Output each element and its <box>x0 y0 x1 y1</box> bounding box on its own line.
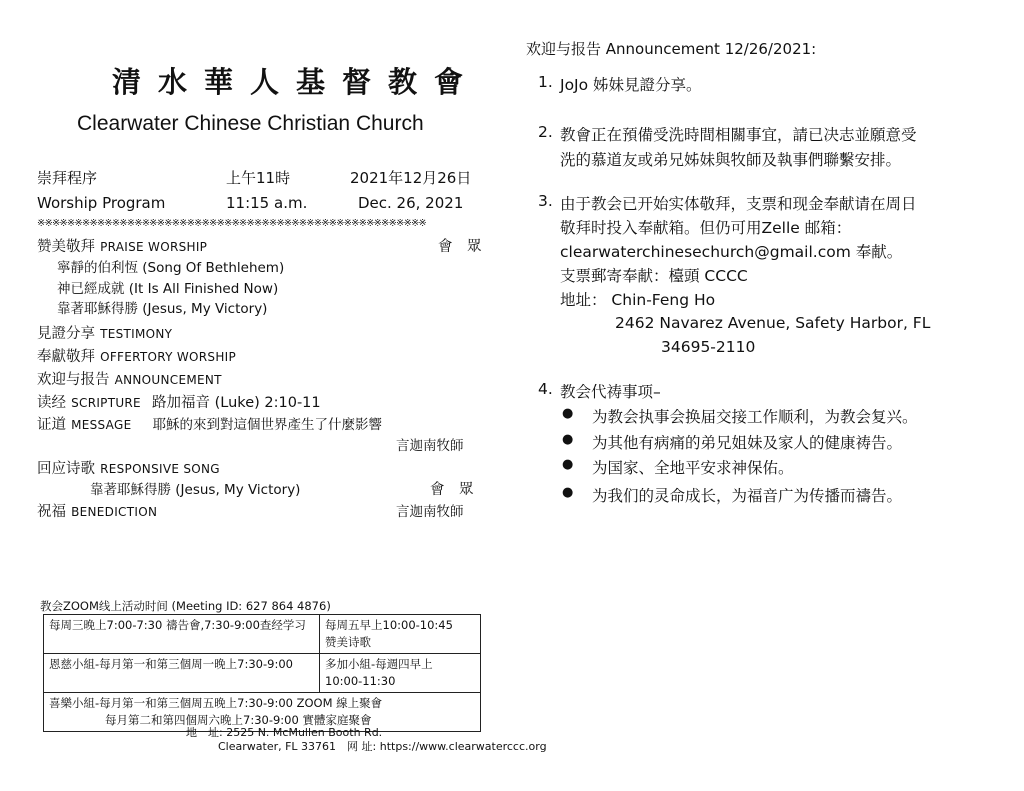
message-zh: 证道 <box>37 417 66 433</box>
announcement-num-1: 1. <box>538 73 553 91</box>
zoom-joy-sub: 每月第二和第四個周六晚上7:30-9:00 實體家庭聚會 <box>105 713 372 727</box>
church-title-en: Clearwater Chinese Christian Church <box>77 112 424 135</box>
prayer-item-2: 为其他有病痛的弟兄姐妹及家人的健康祷告。 <box>592 434 903 452</box>
song-2: 神已經成就 (It Is All Finished Now) <box>57 281 279 297</box>
announcement-4-line-1: 教会代祷事项– <box>560 383 661 401</box>
table-row <box>44 615 481 654</box>
testimony-item <box>37 322 172 343</box>
announcement-item <box>37 368 222 389</box>
zoom-cell-fri <box>320 615 481 654</box>
program-date-zh: 2021年12月26日 <box>350 169 472 187</box>
prayer-item-4: 为我们的灵命成长，为福音广为传播而禱告。 <box>592 487 903 505</box>
zoom-fri-text: 每周五早上10:00-10:45 <box>325 618 453 632</box>
responsive-song-item <box>37 457 220 478</box>
program-time-zh: 上午11時 <box>226 169 291 187</box>
announcement-3-check: 支票郵寄奉献：檯頭 CCCC <box>560 267 748 285</box>
bullet-icon: ● <box>562 432 574 447</box>
praise-zh: 赞美敬拜 <box>37 239 95 255</box>
song-3: 靠著耶穌得勝 (Jesus, My Victory) <box>57 301 268 317</box>
zoom-cell-wed <box>44 615 320 654</box>
separator-line: ※※※※※※※※※※※※※※※※※※※※※※※※※※※※※※※※※※※※※※※※※※※※※※※※※※※※ <box>37 218 426 229</box>
message-en: MESSAGE <box>71 418 132 432</box>
program-date-en: Dec. 26, 2021 <box>358 194 464 212</box>
announcement-3-street: 2462 Navarez Avenue, Safety Harbor, FL <box>615 314 931 332</box>
prayer-item-3: 为国家、全地平安求神保佑。 <box>592 459 794 477</box>
message-item <box>37 413 382 434</box>
zoom-wed-text: 每周三晚上7:00-7:30 禱告會,7:30-9:00查经学习 <box>49 618 306 632</box>
testimony-en: TESTIMONY <box>100 327 173 341</box>
benediction-zh: 祝福 <box>37 504 66 520</box>
responsive-song-title: 靠著耶穌得勝 (Jesus, My Victory) <box>90 482 301 498</box>
responsive-zh: 回应诗歌 <box>37 461 95 477</box>
song-1: 寧靜的伯利恆 (Song Of Bethlehem) <box>57 260 285 276</box>
scripture-text: 路加福音 (Luke) 2:10-11 <box>152 395 321 411</box>
benediction-en: BENEDICTION <box>71 505 158 519</box>
program-time-en: 11:15 a.m. <box>226 194 308 212</box>
benediction-item <box>37 500 157 521</box>
zoom-title: 教会ZOOM线上活动时间 (Meeting ID: 627 864 4876) <box>40 599 331 613</box>
table-row <box>44 654 481 693</box>
announcement-en: ANNOUNCEMENT <box>114 373 222 387</box>
praise-leader: 會 眾 <box>438 239 482 255</box>
announcement-2-line-1: 教會正在預備受洗時間相關事宜，請已决志並願意受 <box>560 126 917 144</box>
benediction-speaker: 言迦南牧師 <box>396 504 464 520</box>
program-label-en: Worship Program <box>37 194 166 212</box>
scripture-zh: 读经 <box>37 395 66 411</box>
zoom-cell-mon <box>44 654 320 693</box>
announcement-3-line-2: 敬拜时投入奉献箱。但仍可用Zelle 邮箱： <box>560 219 852 237</box>
footer-city-web: Clearwater, FL 33761 网 址: https://www.clearwaterccc.org <box>218 740 547 753</box>
message-title: 耶穌的來到對這個世界產生了什麼影響 <box>152 417 383 433</box>
church-title-zh: 清水華人基督教會 <box>112 65 481 99</box>
program-label-zh: 崇拜程序 <box>37 169 98 187</box>
announcement-1-line-1: JoJo 姊妹見證分享。 <box>560 76 702 94</box>
announcement-3-address: 地址： Chin-Feng Ho <box>560 291 716 309</box>
announcement-heading: 欢迎与报告 Announcement 12/26/2021: <box>526 40 817 58</box>
zoom-fri-sub: 赞美诗歌 <box>325 635 371 649</box>
bullet-icon: ● <box>562 485 574 500</box>
announcement-3-email: clearwaterchinesechurch@gmail.com 奉献。 <box>560 243 903 261</box>
announcement-3-zip: 34695-2110 <box>661 338 756 356</box>
footer-address: 地 址: 2525 N. McMullen Booth Rd. <box>186 726 383 739</box>
zoom-thu-text: 多加小組-每週四早上 <box>325 657 433 671</box>
zoom-thu-sub: 10:00-11:30 <box>325 674 396 688</box>
zoom-mon-text: 恩慈小組-每月第一和第三個周一晚上7:30-9:00 <box>49 657 293 671</box>
offertory-zh: 奉獻敬拜 <box>37 349 95 365</box>
zoom-cell-thu <box>320 654 481 693</box>
bullet-icon: ● <box>562 457 574 472</box>
zoom-joy-text: 喜樂小組-每月第一和第三個周五晚上7:30-9:00 ZOOM 線上聚會 <box>49 696 383 710</box>
announcement-num-3: 3. <box>538 192 553 210</box>
responsive-leader: 會 眾 <box>430 482 474 498</box>
scripture-item <box>37 391 321 412</box>
announcement-2-line-2: 洗的慕道友或弟兄姊妹與牧師及執事們聯繫安排。 <box>560 151 902 169</box>
announcement-3-line-1: 由于教会已开始实体敬拜，支票和现金奉献请在周日 <box>560 195 917 213</box>
zoom-schedule-table <box>43 614 481 732</box>
bullet-icon: ● <box>562 406 574 421</box>
announcement-zh: 欢迎与报告 <box>37 372 110 388</box>
praise-worship-item <box>37 235 207 256</box>
announcement-num-2: 2. <box>538 123 553 141</box>
message-speaker: 言迦南牧師 <box>396 438 464 454</box>
responsive-en: RESPONSIVE SONG <box>100 462 220 476</box>
praise-en: PRAISE WORSHIP <box>100 240 208 254</box>
scripture-en: SCRIPTURE <box>71 396 141 410</box>
prayer-item-1: 为教会执事会换届交接工作顺利，为教会复兴。 <box>592 408 918 426</box>
offertory-item <box>37 345 236 366</box>
offertory-en: OFFERTORY WORSHIP <box>100 350 237 364</box>
announcement-num-4: 4. <box>538 380 553 398</box>
testimony-zh: 見證分享 <box>37 326 95 342</box>
